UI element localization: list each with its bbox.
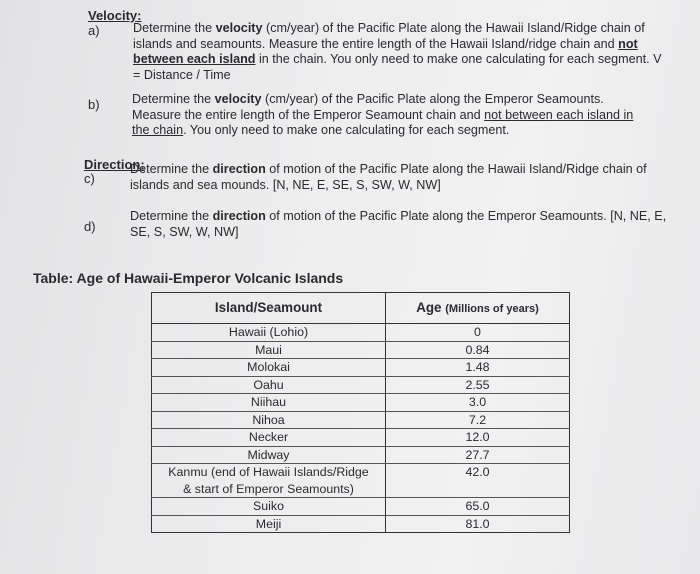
item-c-label: c) <box>84 171 95 186</box>
table-row <box>152 376 570 394</box>
island-age: 0 <box>386 324 570 342</box>
item-b-label: b) <box>88 97 100 112</box>
table-header-row <box>152 293 570 324</box>
table-row <box>152 481 570 498</box>
item-d-text: Determine the direction of motion of the Pacific Plate along the Emperor Seamounts. [N, NE, E, SE, S, SW, W, NW] <box>130 209 667 239</box>
island-name: Suiko <box>152 498 386 516</box>
item-d-label: d) <box>84 219 96 234</box>
island-age: 81.0 <box>386 515 570 533</box>
table-row <box>152 429 570 447</box>
table-title: Table: Age of Hawaii-Emperor Volcanic Islands <box>33 270 344 286</box>
island-name: Oahu <box>152 376 386 394</box>
island-age: 2.55 <box>386 376 570 394</box>
table-row <box>152 446 570 464</box>
island-name: Niihau <box>152 394 386 412</box>
island-age: 65.0 <box>386 498 570 516</box>
item-c-text: Determine the direction of motion of the Pacific Plate along the Hawaii Island/Ridge chain of islands and sea mounds. [N, NE, E, SE, S, SW, W, NW] <box>130 162 647 192</box>
column-header-age: Age (Millions of years) <box>386 293 570 324</box>
table-row <box>152 498 570 516</box>
table-row <box>152 359 570 377</box>
island-age: 27.7 <box>386 446 570 464</box>
island-name: Midway <box>152 446 386 464</box>
island-name: Necker <box>152 429 386 447</box>
island-age <box>386 481 570 498</box>
island-age: 42.0 <box>386 464 570 481</box>
table-row <box>152 464 570 481</box>
item-b-text: Determine the velocity (cm/year) of the Pacific Plate along the Emperor Seamounts. Measure the entire length of the Emperor Seamount chain and not between each island in the chain. You only need to make one calculating for each segment. <box>132 92 634 137</box>
island-name: & start of Emperor Seamounts) <box>152 481 386 498</box>
island-name: Meiji <box>152 515 386 533</box>
island-age: 12.0 <box>386 429 570 447</box>
island-age: 3.0 <box>386 394 570 412</box>
age-table <box>151 292 570 533</box>
island-name: Molokai <box>152 359 386 377</box>
island-name: Hawaii (Lohio) <box>152 324 386 342</box>
table-row <box>152 324 570 342</box>
item-a-text: Determine the velocity (cm/year) of the Pacific Plate along the Hawaii Island/Ridge chain of islands and seamounts. Measure the entire length of the Hawaii Island/ridge chain and not between each island in the chain. You only need to make one calculating for each segment. V = Distance / Time <box>133 21 662 82</box>
direction-heading: Direction: <box>84 157 145 172</box>
island-age: 1.48 <box>386 359 570 377</box>
item-a-label: a) <box>88 23 100 38</box>
table-row <box>152 411 570 429</box>
velocity-heading: Velocity: <box>88 8 142 23</box>
island-name: Kanmu (end of Hawaii Islands/Ridge <box>152 464 386 481</box>
island-age: 7.2 <box>386 411 570 429</box>
island-age: 0.84 <box>386 341 570 359</box>
table-row <box>152 341 570 359</box>
island-name: Nihoa <box>152 411 386 429</box>
island-name: Maui <box>152 341 386 359</box>
column-header-island: Island/Seamount <box>152 293 386 324</box>
table-row <box>152 515 570 533</box>
table-row <box>152 394 570 412</box>
